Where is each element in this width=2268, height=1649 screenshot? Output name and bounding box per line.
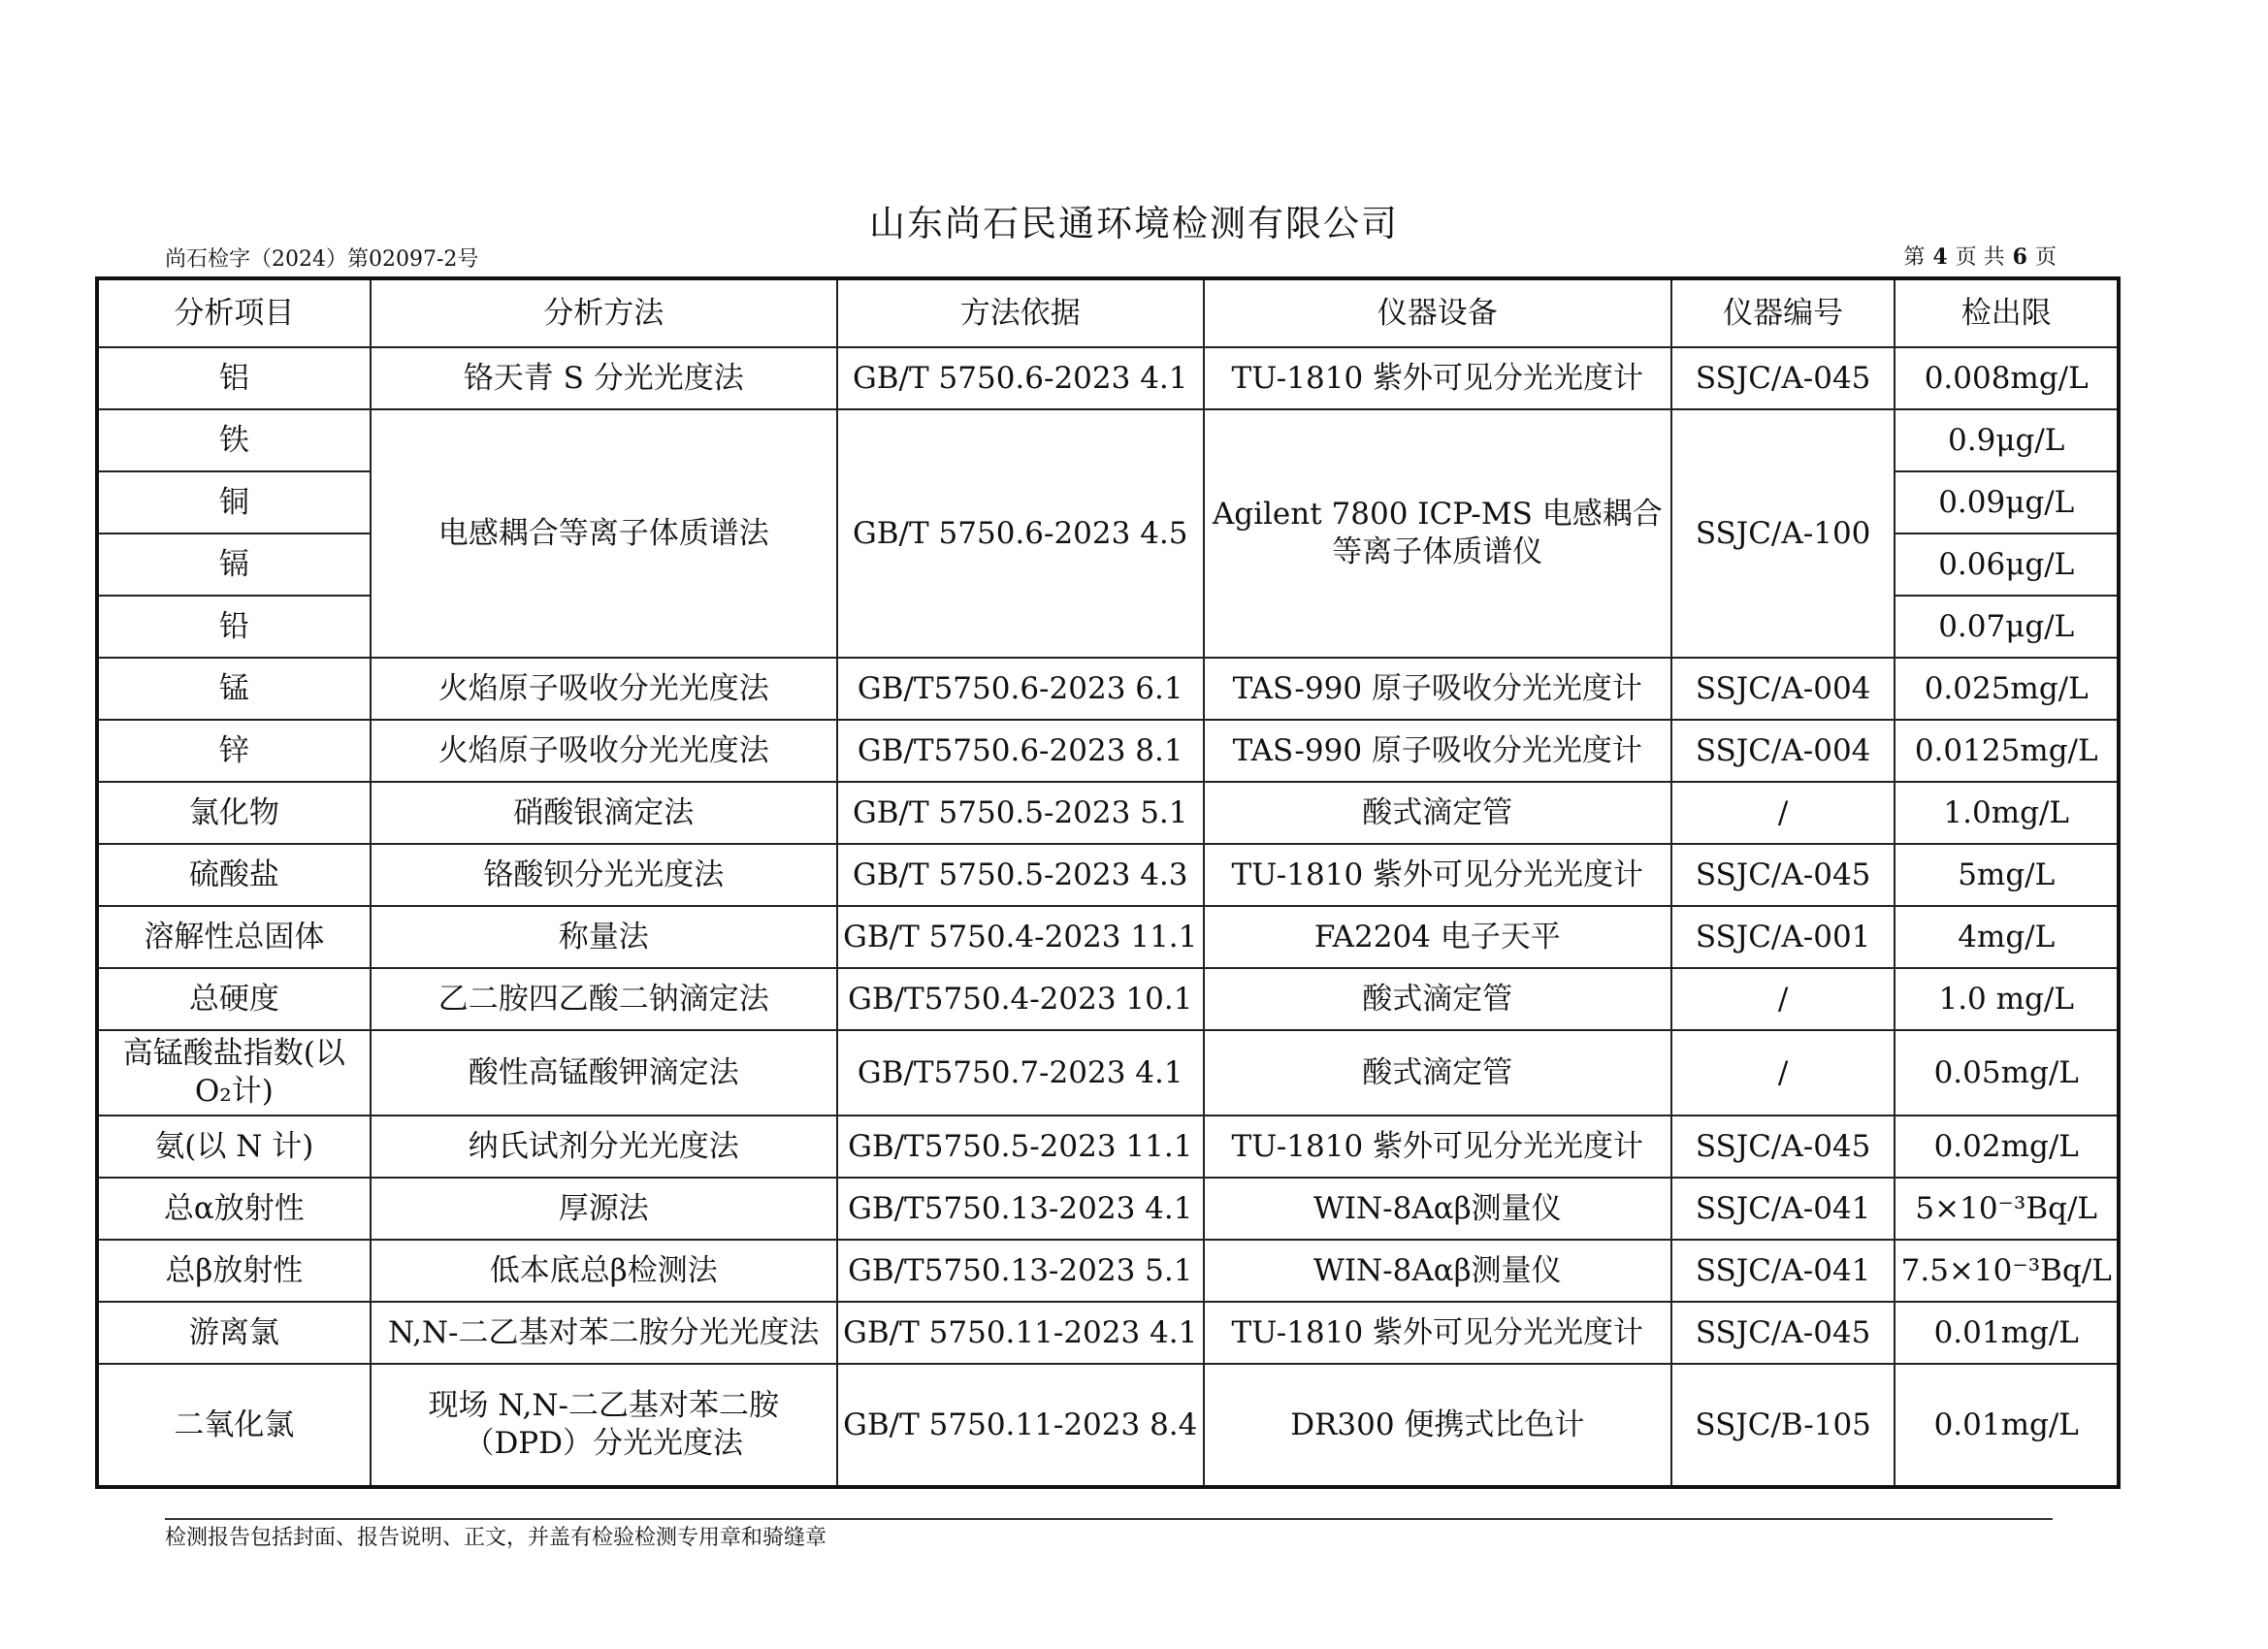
cell-limit: 5mg/L <box>1895 844 2119 906</box>
cell-basis-icp: GB/T 5750.6-2023 4.5 <box>837 409 1204 658</box>
cell-method: N,N-二乙基对苯二胺分光光度法 <box>371 1302 837 1364</box>
cell-instrument-icp <box>1204 409 1671 658</box>
cell-limit: 4mg/L <box>1895 906 2119 968</box>
cell-basis: GB/T5750.13-2023 4.1 <box>837 1178 1204 1240</box>
cell-instrument: TU-1810 紫外可见分光光度计 <box>1204 1116 1671 1178</box>
cell-limit: 1.0 mg/L <box>1895 968 2119 1030</box>
cell-basis: GB/T5750.5-2023 11.1 <box>837 1116 1204 1178</box>
cell-instrument-no: SSJC/A-041 <box>1671 1240 1895 1302</box>
cell-basis: GB/T 5750.5-2023 5.1 <box>837 782 1204 844</box>
page-indicator <box>1903 241 2057 271</box>
cell-item: 铝 <box>97 347 371 409</box>
cell-instrument-no: SSJC/A-004 <box>1671 720 1895 782</box>
cell-item: 总α放射性 <box>97 1178 371 1240</box>
cell-instrument: TAS-990 原子吸收分光光度计 <box>1204 720 1671 782</box>
cell-item: 总β放射性 <box>97 1240 371 1302</box>
header-method: 分析方法 <box>371 278 837 347</box>
method-line-2: （DPD）分光光度法 <box>464 1426 744 1461</box>
cell-item: 总硬度 <box>97 968 371 1030</box>
cell-limit: 0.0125mg/L <box>1895 720 2119 782</box>
page-total: 6 <box>2012 244 2027 270</box>
cell-item: 铅 <box>97 596 371 658</box>
item-line-1: 高锰酸盐指数(以 <box>122 1036 345 1072</box>
table-row <box>97 1030 2119 1116</box>
cell-limit: 7.5×10⁻³Bq/L <box>1895 1240 2119 1302</box>
table-row <box>97 409 2119 471</box>
cell-instrument: TU-1810 紫外可见分光光度计 <box>1204 844 1671 906</box>
cell-instrument-no: / <box>1671 1030 1895 1116</box>
cell-item: 硫酸盐 <box>97 844 371 906</box>
page-prefix: 第 <box>1903 245 1926 270</box>
cell-instrument-no: SSJC/A-004 <box>1671 658 1895 720</box>
cell-limit: 0.025mg/L <box>1895 658 2119 720</box>
cell-method: 厚源法 <box>371 1178 837 1240</box>
cell-limit: 0.01mg/L <box>1895 1302 2119 1364</box>
item-line-2: O₂计) <box>194 1074 274 1109</box>
cell-item: 锌 <box>97 720 371 782</box>
cell-method-icp: 电感耦合等离子体质谱法 <box>371 409 837 658</box>
cell-basis: GB/T5750.13-2023 5.1 <box>837 1240 1204 1302</box>
cell-item: 铜 <box>97 471 371 534</box>
cell-item: 氨(以 N 计) <box>97 1116 371 1178</box>
cell-instrument-no: / <box>1671 968 1895 1030</box>
cell-instrument-no: SSJC/A-045 <box>1671 844 1895 906</box>
cell-item: 氯化物 <box>97 782 371 844</box>
instrument-line-1: Agilent 7800 ICP-MS 电感耦合 <box>1212 497 1663 533</box>
cell-method: 低本底总β检测法 <box>371 1240 837 1302</box>
cell-instrument: 酸式滴定管 <box>1204 968 1671 1030</box>
table-row <box>97 720 2119 782</box>
cell-basis: GB/T 5750.6-2023 4.1 <box>837 347 1204 409</box>
header-basis: 方法依据 <box>837 278 1204 347</box>
cell-instrument: WIN-8Aαβ测量仪 <box>1204 1178 1671 1240</box>
cell-basis: GB/T 5750.5-2023 4.3 <box>837 844 1204 906</box>
cell-instrument-no: SSJC/A-041 <box>1671 1178 1895 1240</box>
cell-limit: 1.0mg/L <box>1895 782 2119 844</box>
cell-basis: GB/T5750.6-2023 8.1 <box>837 720 1204 782</box>
page-suffix: 页 <box>2034 245 2057 270</box>
cell-method: 乙二胺四乙酸二钠滴定法 <box>371 968 837 1030</box>
cell-limit: 0.06μg/L <box>1895 534 2119 596</box>
cell-basis: GB/T 5750.11-2023 8.4 <box>837 1364 1204 1487</box>
footer-divider <box>165 1518 2053 1520</box>
page-mid: 页 共 <box>1955 245 2005 270</box>
instrument-line-2: 等离子体质谱仪 <box>1332 534 1543 569</box>
report-number: 尚石检字（2024）第02097-2号 <box>165 247 479 272</box>
cell-item: 二氧化氯 <box>97 1364 371 1487</box>
cell-instrument-no: SSJC/A-001 <box>1671 906 1895 968</box>
cell-instrument: 酸式滴定管 <box>1204 782 1671 844</box>
footer-note: 检测报告包括封面、报告说明、正文，并盖有检验检测专用章和骑缝章 <box>165 1526 827 1550</box>
cell-method <box>371 1364 837 1487</box>
cell-basis: GB/T 5750.11-2023 4.1 <box>837 1302 1204 1364</box>
table-row <box>97 844 2119 906</box>
cell-instrument: FA2204 电子天平 <box>1204 906 1671 968</box>
table-row <box>97 968 2119 1030</box>
cell-basis: GB/T5750.6-2023 6.1 <box>837 658 1204 720</box>
analysis-table <box>95 276 2121 1489</box>
method-line-1: 现场 N,N-二乙基对苯二胺 <box>428 1388 779 1424</box>
cell-instrument-no: SSJC/A-045 <box>1671 347 1895 409</box>
cell-limit: 5×10⁻³Bq/L <box>1895 1178 2119 1240</box>
cell-limit: 0.09μg/L <box>1895 471 2119 534</box>
cell-method: 酸性高锰酸钾滴定法 <box>371 1030 837 1116</box>
table-row <box>97 1178 2119 1240</box>
cell-instrument: TU-1810 紫外可见分光光度计 <box>1204 1302 1671 1364</box>
table-row <box>97 1364 2119 1487</box>
cell-item: 溶解性总固体 <box>97 906 371 968</box>
cell-method: 火焰原子吸收分光光度法 <box>371 658 837 720</box>
cell-method: 纳氏试剂分光光度法 <box>371 1116 837 1178</box>
cell-limit: 0.01mg/L <box>1895 1364 2119 1487</box>
table-row <box>97 906 2119 968</box>
cell-method: 铬酸钡分光光度法 <box>371 844 837 906</box>
cell-item <box>97 1030 371 1116</box>
table-row <box>97 1240 2119 1302</box>
page-current: 4 <box>1932 244 1948 270</box>
header-limit: 检出限 <box>1895 278 2119 347</box>
cell-basis: GB/T5750.7-2023 4.1 <box>837 1030 1204 1116</box>
cell-instrument: TU-1810 紫外可见分光光度计 <box>1204 347 1671 409</box>
cell-instrument-no: SSJC/A-045 <box>1671 1116 1895 1178</box>
cell-instrument: DR300 便携式比色计 <box>1204 1364 1671 1487</box>
cell-limit: 0.9μg/L <box>1895 409 2119 471</box>
company-name: 山东尚石民通环境检测有限公司 <box>869 203 1399 244</box>
header-item: 分析项目 <box>97 278 371 347</box>
header-instrument: 仪器设备 <box>1204 278 1671 347</box>
header-instrument-no: 仪器编号 <box>1671 278 1895 347</box>
table-row <box>97 658 2119 720</box>
cell-instrument-no: SSJC/B-105 <box>1671 1364 1895 1487</box>
cell-method: 火焰原子吸收分光光度法 <box>371 720 837 782</box>
table-row <box>97 1116 2119 1178</box>
cell-limit: 0.008mg/L <box>1895 347 2119 409</box>
cell-method: 硝酸银滴定法 <box>371 782 837 844</box>
table-row <box>97 1302 2119 1364</box>
cell-instrument-no: / <box>1671 782 1895 844</box>
cell-item: 游离氯 <box>97 1302 371 1364</box>
cell-basis: GB/T5750.4-2023 10.1 <box>837 968 1204 1030</box>
table-row <box>97 782 2119 844</box>
cell-item: 镉 <box>97 534 371 596</box>
cell-method: 称量法 <box>371 906 837 968</box>
cell-limit: 0.02mg/L <box>1895 1116 2119 1178</box>
cell-instrument-no: SSJC/A-045 <box>1671 1302 1895 1364</box>
cell-item: 铁 <box>97 409 371 471</box>
cell-limit: 0.05mg/L <box>1895 1030 2119 1116</box>
cell-instrument: 酸式滴定管 <box>1204 1030 1671 1116</box>
cell-instrument-no-icp: SSJC/A-100 <box>1671 409 1895 658</box>
table-row <box>97 347 2119 409</box>
cell-basis: GB/T 5750.4-2023 11.1 <box>837 906 1204 968</box>
cell-limit: 0.07μg/L <box>1895 596 2119 658</box>
cell-instrument: WIN-8Aαβ测量仪 <box>1204 1240 1671 1302</box>
cell-item: 锰 <box>97 658 371 720</box>
cell-method: 铬天青 S 分光光度法 <box>371 347 837 409</box>
cell-instrument: TAS-990 原子吸收分光光度计 <box>1204 658 1671 720</box>
table-header-row <box>97 278 2119 347</box>
